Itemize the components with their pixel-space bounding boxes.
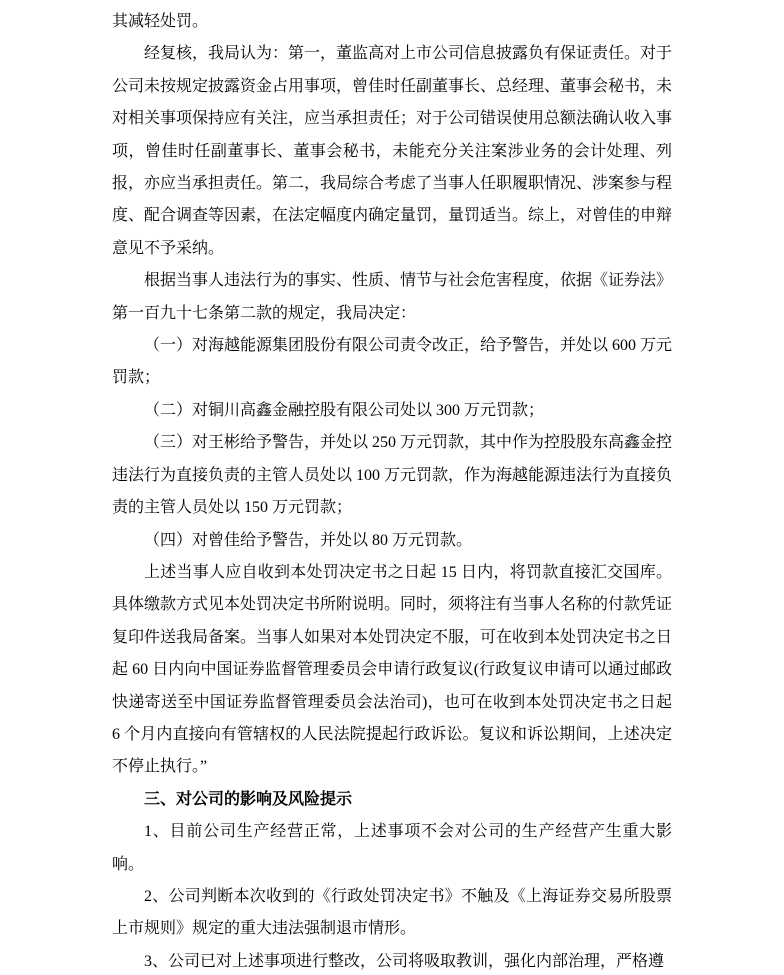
risk-item-2: 2、公司判断本次收到的《行政处罚决定书》不触及《上海证券交易所股票上市规则》规定的重大违法强制退市情形。 xyxy=(112,887,672,938)
paragraph-mitigation-tail: 其减轻处罚。 xyxy=(112,13,209,30)
paragraph-review-opinion: 经复核，我局认为：第一，董监高对上市公司信息披露负有保证责任。对于公司未按规定披露资金占用事项，曾佳时任副董事长、总经理、董事会秘书，未对相关事项保持应有关注，应当承担责任；对于公司错误使用总额法确认收入事项，曾佳时任副董事长、董事会秘书，未能充分关注案涉业务的会计处理、列报，亦应当承担责任。第二，我局综合考虑了当事人任职履职情况、涉案参与程度、配合调查等因素，在法定幅度内确定量罚，量罚适当。综上，对曾佳的申辩意见不予采纳。 xyxy=(112,45,673,257)
paragraph-decision-basis: 根据当事人违法行为的事实、性质、情节与社会危害程度，依据《证券法》第一百九十七条第二款的规定，我局决定： xyxy=(112,272,673,322)
paragraph-payment-and-appeal: 上述当事人应自收到本处罚决定书之日起 15 日内，将罚款直接汇交国库。具体缴款方式见本处罚决定书所附说明。同时，须将注有当事人名称的付款凭证复印件送我局备案。当事人如果对本处罚决定不服，可在收到本处罚决定书之日起 60 日内向中国证券监督管理委员会申请行政复议(行政复议申请可以通过邮政快递寄送至中国证券监督管理委员会法治司)，也可在收到本处罚决定书之日起 6 个月内直接向有管辖权的人民法院提起行政诉讼。复议和诉讼期间，上述决定不停止执行。” xyxy=(112,563,673,776)
penalty-item-4: （四）对曾佳给予警告，并处以 80 万元罚款。 xyxy=(144,531,473,549)
risk-item-3: 3、公司已对上述事项进行整改，公司将吸取教训，强化内部治理，严格遵 xyxy=(144,952,665,970)
penalty-item-1: （一）对海越能源集团股份有限公司责令改正，给予警告，并处以 600 万元罚款； xyxy=(112,337,673,387)
penalty-item-3: （三）对王彬给予警告，并处以 250 万元罚款，其中作为控股股东高鑫金控违法行为直接负责的主管人员处以 100 万元罚款，作为海越能源违法行为直接负责的主管人员处以 150 万元罚款； xyxy=(112,434,673,517)
penalty-item-2: （二）对铜川高鑫金融控股有限公司处以 300 万元罚款； xyxy=(144,401,545,419)
section-heading-impact-and-risk: 三、对公司的影响及风险提示 xyxy=(144,790,353,808)
risk-item-1: 1、目前公司生产经营正常，上述事项不会对公司的生产经营产生重大影响。 xyxy=(112,823,672,873)
